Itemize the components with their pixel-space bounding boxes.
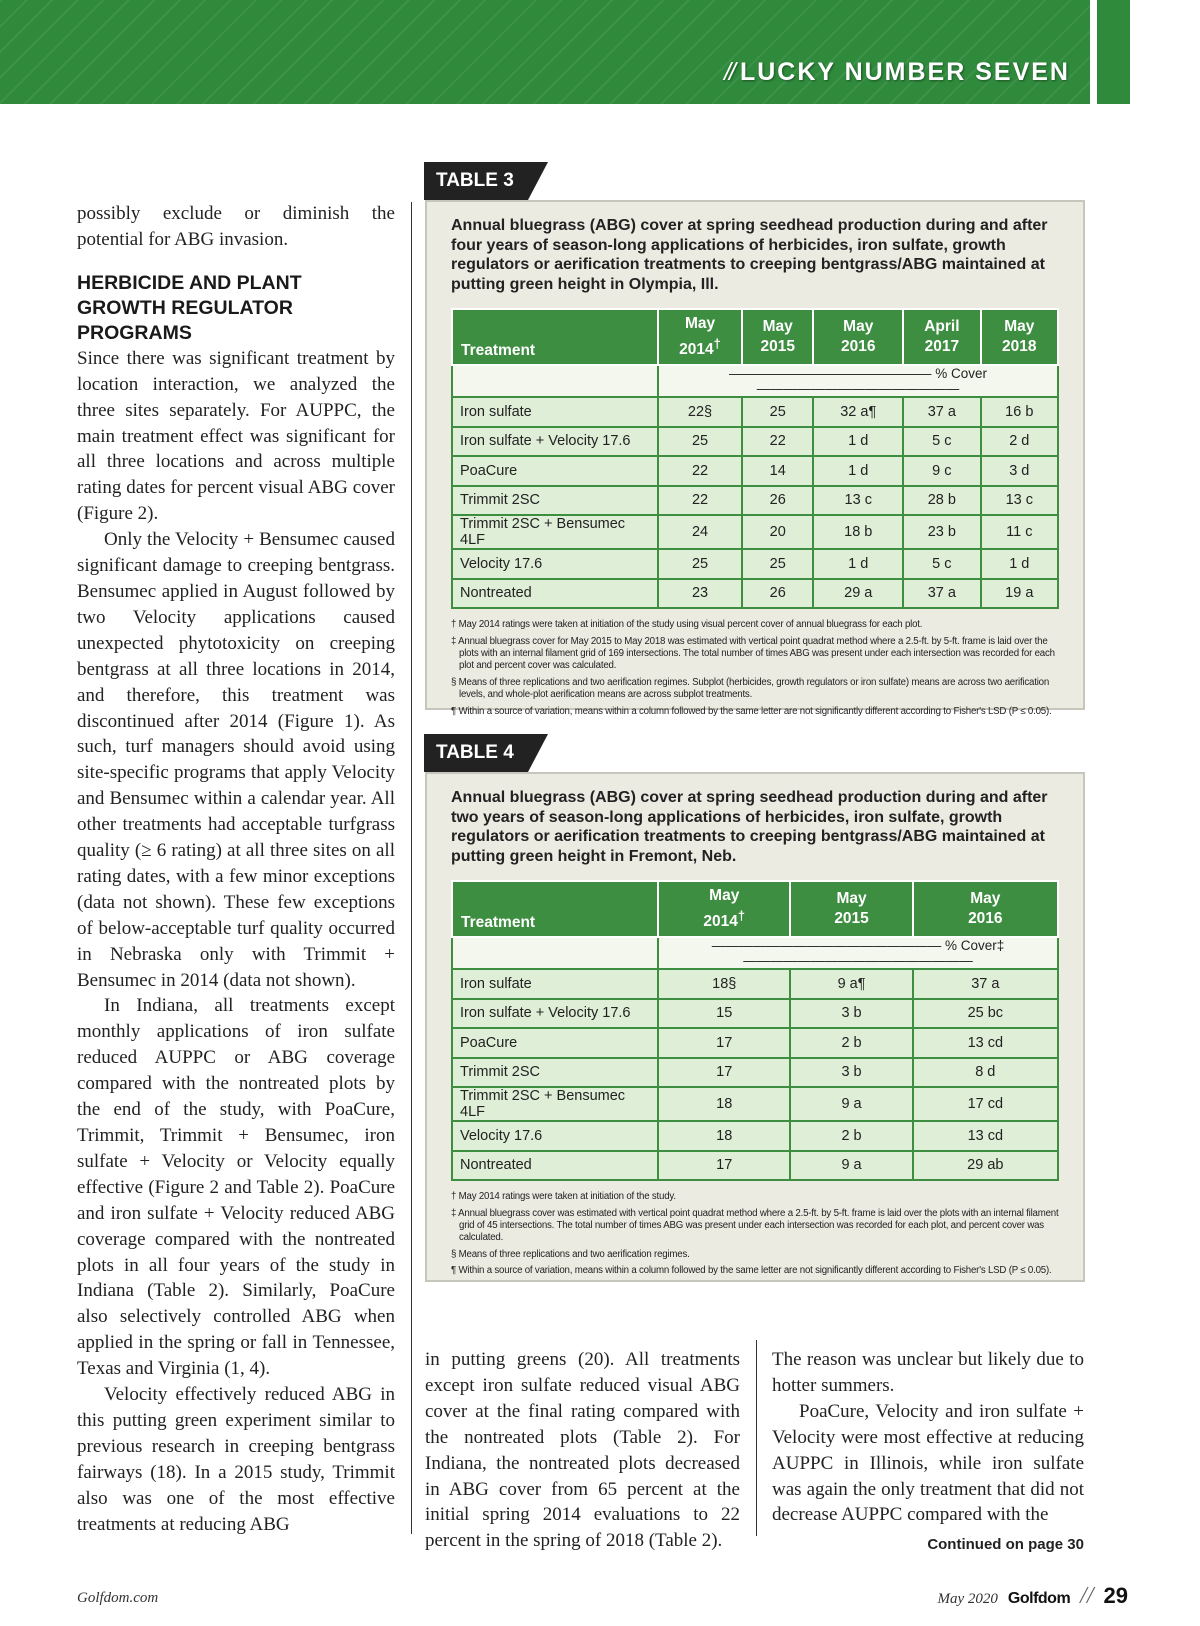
footer-folio [938,1583,1129,1610]
value-cell: 18 [658,1121,790,1151]
value-cell: 23 b [903,515,980,549]
left-column [77,201,395,1538]
table-row [452,1087,1058,1121]
header-band [0,0,1090,104]
table3-tab: TABLE 3 [424,162,528,200]
value-cell: 15 [658,999,790,1029]
table4 [451,880,1059,1181]
value-cell: 25 [742,397,813,427]
table-row [452,1151,1058,1181]
value-cell: 29 a [813,579,903,609]
table-row [452,427,1058,457]
table3-notes [451,619,1059,718]
value-cell: 1 d [813,456,903,486]
right-paragraph-1: The reason was unclear but likely due to hotter summers. [772,1349,1084,1396]
table4-header-col-1: May 2015 [790,881,912,937]
footer-brand: Golfdom [1007,1590,1071,1607]
value-cell: 17 [658,1151,790,1181]
value-cell: 37 a [903,397,980,427]
section-heading: HERBICIDE AND PLANT GROWTH REGULATOR PROGRAMS [77,271,302,344]
treatment-cell: Iron sulfate + Velocity 17.6 [452,427,658,457]
table-row [452,1028,1058,1058]
table3-header-col-4: May 2018 [981,309,1058,365]
treatment-cell: Velocity 17.6 [452,1121,658,1151]
value-cell: 22 [658,456,742,486]
table4-tab: TABLE 4 [424,734,528,772]
value-cell: 22 [742,427,813,457]
table-row [452,999,1058,1029]
title-text: LUCKY NUMBER SEVEN [739,58,1070,86]
value-cell: 9 c [903,456,980,486]
paragraph-1: Since there was significant treatment by location interaction, we analyzed the three sites separately. For AUPPC, the main treatment effect was significant for all three locations and across multiple rating dates for percent visual ABG cover (Figure 2). [77,347,395,525]
table-footnote: ‡ Annual bluegrass cover was estimated with vertical point quadrat method where a 2.5-ft. by 5-ft. frame is laid over the plots with an internal filament grid of 45 intersections. The total number of times ABG was present under each intersection was recorded for each plot, and percent cover was calculated. [451,1207,1059,1244]
treatment-cell: Trimmit 2SC [452,1058,658,1088]
table-row [452,486,1058,516]
treatment-cell: Nontreated [452,1151,658,1181]
title-slashes: // [724,58,734,86]
value-cell: 2 d [981,427,1058,457]
table-row [452,969,1058,999]
value-cell: 17 [658,1058,790,1088]
treatment-cell: Iron sulfate [452,969,658,999]
value-cell: 37 a [913,969,1058,999]
value-cell: 25 [658,427,742,457]
value-cell: 18§ [658,969,790,999]
table4-cover-row [452,937,1058,969]
table3-header-col-1: May 2015 [742,309,813,365]
table3-header-treatment: Treatment [452,309,658,365]
value-cell: 18 b [813,515,903,549]
table-footnote: § Means of three replications and two aerification regimes. [451,1248,690,1260]
footer-month: May 2020 [937,1591,998,1607]
table3-cover-row [452,365,1058,397]
value-cell: 1 d [813,427,903,457]
table-row [452,397,1058,427]
value-cell: 9 a¶ [790,969,912,999]
value-cell: 25 [658,549,742,579]
value-cell: 17 [658,1028,790,1058]
value-cell: 24 [658,515,742,549]
right-paragraph-2: PoaCure, Velocity and iron sulfate + Velocity were most effective at reducing AUPPC in Illinois, while iron sulfate was again the only treatment that did not decrease AUPPC compared with the [772,1400,1084,1526]
value-cell: 14 [742,456,813,486]
header-band-cap [1097,0,1130,104]
value-cell: 13 cd [913,1028,1058,1058]
table3-caption: Annual bluegrass (ABG) cover at spring seedhead production during and after four years of season-long applications of herbicides, iron sulfate, growth regulators or aerification treatments to creeping bentgrass/ABG maintained at putting green height in Olympia, Ill. [451,217,1048,293]
value-cell: 13 cd [913,1121,1058,1151]
table4-caption: Annual bluegrass (ABG) cover at spring seedhead production during and after two years of season-long applications of herbicides, iron sulfate, growth regulators or aerification treatments to creeping bentgrass/ABG maintained at putting green height in Fremont, Neb. [451,789,1048,865]
value-cell: 26 [742,486,813,516]
table3-body [452,365,1058,608]
treatment-cell: Nontreated [452,579,658,609]
table-row [452,579,1058,609]
treatment-cell: Trimmit 2SC [452,486,658,516]
treatment-cell: PoaCure [452,1028,658,1058]
column-divider [411,202,412,1534]
value-cell: 32 a¶ [813,397,903,427]
value-cell: 3 b [790,1058,912,1088]
value-cell: 8 d [913,1058,1058,1088]
paragraph-2: Only the Velocity + Bensumec caused significant damage to creeping bentgrass. Bensumec applied in August followed by two Velocity applications caused unexpected phytotoxicity on creeping bentgrass at all three locations in 2014, and therefore, this treatment was discontinued after 2014 (Figure 1). As such, turf managers should avoid using site-specific programs that apply Velocity and Bensumec within a calendar year. All other treatments had acceptable turfgrass quality (≥ 6 rating) at all three sites on all rating dates, with a few minor exceptions (data not shown). These few exceptions of below-acceptable turf quality occurred in Nebraska only with Trimmit + Bensumec in 2014 (data not shown). [77,529,395,991]
table3 [451,308,1059,609]
table-row [452,1121,1058,1151]
value-cell: 29 ab [913,1151,1058,1181]
treatment-cell: Iron sulfate [452,397,658,427]
value-cell: 9 a [790,1087,912,1121]
table3-header-col-0: May 2014† [658,309,742,365]
table4-header-col-0: May 2014† [658,881,790,937]
value-cell: 13 c [981,486,1058,516]
treatment-cell: Velocity 17.6 [452,549,658,579]
table3-header-col-3: April 2017 [903,309,980,365]
footer-site: Golfdom.com [77,1590,159,1606]
table-footnote: ‡ Annual bluegrass cover for May 2015 to May 2018 was estimated with vertical point quadrat method where a 2.5-ft. by 5-ft. frame is laid over the plots with an internal filament grid of 169 intersections. The total number of times ABG was present under each intersection was recorded for each plot and percent cover was calculated. [451,635,1055,672]
value-cell: 11 c [981,515,1058,549]
value-cell: 17 cd [913,1087,1058,1121]
table4-box [425,772,1085,1282]
table4-notes [451,1191,1059,1277]
value-cell: 3 d [981,456,1058,486]
column-divider-2 [756,1340,757,1536]
table-footnote: ¶ Within a source of variation, means within a column followed by the same letter are not significantly different according to Fisher's LSD (P ≤ 0.05). [451,705,1052,717]
intro-paragraph: possibly exclude or diminish the potential for ABG invasion. [77,203,395,250]
value-cell: 3 b [790,999,912,1029]
table-row [452,456,1058,486]
value-cell: 22§ [658,397,742,427]
value-cell: 5 c [903,549,980,579]
value-cell: 28 b [903,486,980,516]
treatment-cell: Trimmit 2SC + Bensumec 4LF [452,1087,658,1121]
value-cell: 2 b [790,1028,912,1058]
continued-note: Continued on page 30 [927,1536,1084,1554]
table-row [452,515,1058,549]
value-cell: 25 bc [913,999,1058,1029]
treatment-cell: PoaCure [452,456,658,486]
paragraph-4: Velocity effectively reduced ABG in this putting green experiment similar to previous research in creeping bentgrass fairways (18). In a 2015 study, Trimmit also was one of the most effective treatments at reducing ABG [77,1384,395,1535]
table3-cover-label: ——————————————— % Cover ——————————————— [658,365,1058,397]
value-cell: 13 c [813,486,903,516]
value-cell: 25 [742,549,813,579]
value-cell: 5 c [903,427,980,457]
table-footnote: † May 2014 ratings were taken at initiation of the study. [451,1191,676,1203]
table4-body [452,937,1058,1180]
table3-header-col-2: May 2016 [813,309,903,365]
value-cell: 1 d [813,549,903,579]
table-footnote: † May 2014 ratings were taken at initiation of the study using visual percent cover of annual bluegrass for each plot. [451,619,923,631]
value-cell: 18 [658,1087,790,1121]
value-cell: 26 [742,579,813,609]
value-cell: 1 d [981,549,1058,579]
page-number: 29 [1103,1583,1128,1608]
value-cell: 22 [658,486,742,516]
value-cell: 23 [658,579,742,609]
value-cell: 37 a [903,579,980,609]
treatment-cell: Iron sulfate + Velocity 17.6 [452,999,658,1029]
section-title [724,58,1070,87]
value-cell: 20 [742,515,813,549]
table4-header-treatment: Treatment [452,881,658,937]
table-footnote: ¶ Within a source of variation, means within a column followed by the same letter are not significantly different according to Fisher's LSD (P ≤ 0.05). [451,1265,1052,1277]
table4-cover-label: ————————————————— % Cover‡ ————————————————— [658,937,1058,969]
middle-paragraph: in putting greens (20). All treatments except iron sulfate reduced visual ABG cover at the final rating compared with the nontreated plots (Table 2). For Indiana, the nontreated plots decreased in ABG cover from 65 percent at the initial spring 2014 evaluations to 22 percent in the spring of 2018 (Table 2). [425,1349,740,1552]
table-row [452,549,1058,579]
right-column [772,1347,1084,1558]
footer-slashes: // [1080,1583,1094,1609]
treatment-cell: Trimmit 2SC + Bensumec 4LF [452,515,658,549]
paragraph-3: In Indiana, all treatments except monthly applications of iron sulfate reduced AUPPC or ABG coverage compared with the nontreated plots by the end of the study, with PoaCure, Trimmit, Trimmit + Bensumec, iron sulfate + Velocity or Velocity equally effective (Figure 2 and Table 2). PoaCure and iron sulfate + Velocity reduced ABG coverage compared with the nontreated plots in all four years of the study in Indiana (Table 2). Similarly, PoaCure also selectively controlled ABG when applied in the spring or fall in Tennessee, Texas and Virginia (1, 4). [77,995,395,1380]
middle-column [425,1347,740,1554]
table-footnote: § Means of three replications and two aerification regimes. Subplot (herbicides, growth regulators or iron sulfate) means are across two aerification levels, and whole-plot aerification means are across subplot treatments. [451,676,1050,701]
value-cell: 2 b [790,1121,912,1151]
table4-header-col-2: May 2016 [913,881,1058,937]
value-cell: 9 a [790,1151,912,1181]
table-row [452,1058,1058,1088]
table3-box [425,200,1085,717]
value-cell: 19 a [981,579,1058,609]
value-cell: 16 b [981,397,1058,427]
